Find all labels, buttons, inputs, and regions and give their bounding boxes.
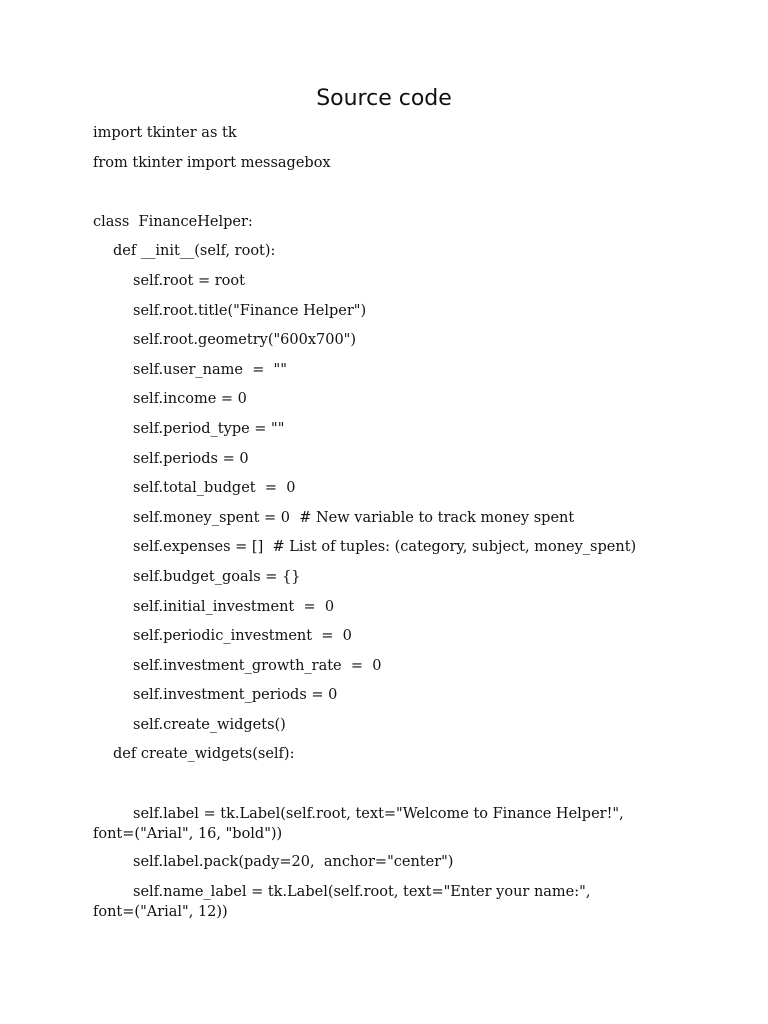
code-line-continuation: font=("Arial", 16, "bold")) (93, 825, 283, 842)
code-line-part: self.label = tk.Label(self.root, text="Welcome to Finance Helper!", (133, 805, 624, 822)
code-line-blank (93, 182, 653, 212)
code-line: self.create_widgets() (133, 716, 286, 733)
code-line-continuation: font=("Arial", 12)) (93, 903, 228, 920)
code-line-wrapped (93, 804, 653, 853)
code-block (93, 123, 653, 930)
code-line: def __init__(self, root): (113, 243, 276, 260)
code-line: self.periods = 0 (133, 450, 249, 467)
code-line: self.investment_periods = 0 (133, 687, 338, 704)
code-line: self.income = 0 (133, 391, 247, 408)
code-line: self.root.title("Finance Helper") (133, 302, 367, 319)
code-line: self.investment_growth_rate = 0 (133, 657, 382, 674)
code-line: import tkinter as tk (93, 125, 237, 141)
code-line: self.total_budget = 0 (133, 480, 296, 497)
code-line: self.period_type = "" (133, 420, 285, 437)
code-line: self.initial_investment = 0 (133, 598, 335, 615)
code-line-part: self.name_label = tk.Label(self.root, text="Enter your name:", (133, 883, 591, 900)
code-line: from tkinter import messagebox (93, 154, 331, 171)
code-line: self.root = root (133, 272, 245, 289)
code-line: self.periodic_investment = 0 (133, 628, 352, 645)
code-line: class FinanceHelper: (93, 213, 253, 230)
page-title: Source code (316, 86, 452, 111)
code-line: self.root.geometry("600x700") (133, 332, 357, 349)
code-line: def create_widgets(self): (113, 746, 295, 763)
code-line: self.expenses = [] # List of tuples: (category, subject, money_spent) (133, 539, 637, 556)
code-line: self.user_name = "" (133, 361, 287, 378)
code-line: self.budget_goals = {} (133, 568, 301, 585)
code-line: self.label.pack(pady=20, anchor="center") (133, 854, 454, 871)
code-line-blank (93, 774, 653, 804)
code-line-wrapped (93, 882, 653, 931)
code-line: self.money_spent = 0 # New variable to track money spent (133, 509, 575, 526)
